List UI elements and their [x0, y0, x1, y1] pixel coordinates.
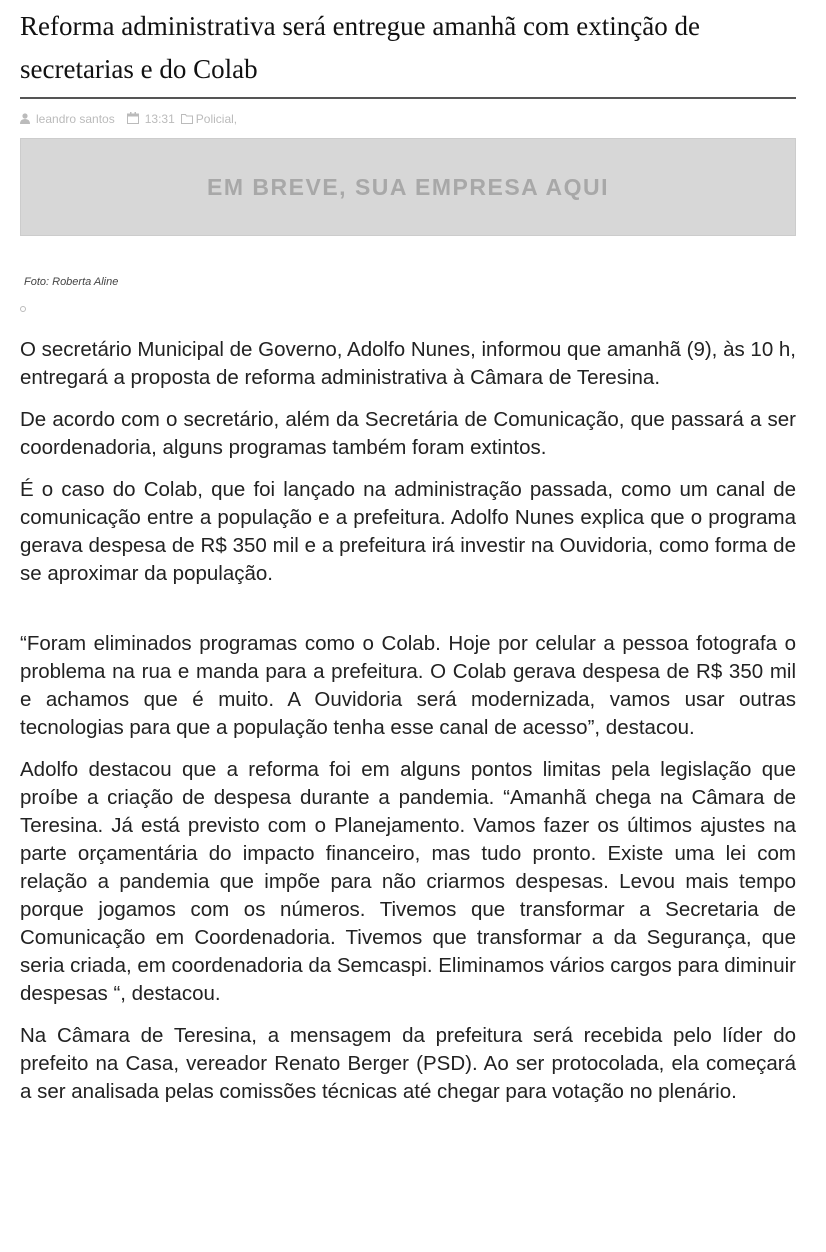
paragraph: É o caso do Colab, que foi lançado na administração passada, como um canal de comunicação entre a população e a prefeitura. Adolfo Nunes explica que o programa gerava despesa de R$ 350 mil e a prefeitura irá investir na Ouvidoria, como forma de se aproximar da população. — [20, 478, 796, 585]
paragraph: De acordo com o secretário, além da Secretária de Comunicação, que passará a ser coordenadoria, alguns programas também foram extintos. — [20, 408, 796, 459]
article-meta — [20, 112, 796, 126]
ad-banner[interactable]: EM BREVE, SUA EMPRESA AQUI — [20, 138, 796, 236]
photo-caption: Foto: Roberta Aline — [24, 276, 119, 288]
paragraph: Na Câmara de Teresina, a mensagem da prefeitura será recebida pelo líder do prefeito na Casa, vereador Renato Berger (PSD). Ao ser protocolada, ela começará a ser analisada pelas comissões técnicas até chegar para votação no plenário. — [20, 1024, 796, 1103]
article-body — [20, 336, 796, 1106]
article-title: Reforma administrativa será entregue amanhã com extinção de secretarias e do Colab — [20, 5, 796, 99]
folder-icon — [181, 112, 193, 126]
post-time: 13:31 — [144, 112, 175, 126]
paragraph: O secretário Municipal de Governo, Adolfo Nunes, informou que amanhã (9), às 10 h, entregará a proposta de reforma administrativa à Câmara de Teresina. — [20, 338, 797, 389]
quote-paragraph: “Foram eliminados programas como o Colab. Hoje por celular a pessoa fotografa o problema na rua e manda para a prefeitura. O Colab gerava despesa de R$ 350 mil e achamos que é muito. A Ouvidoria será modernizada, vamos usar outras tecnologias para que a população tenha esse canal de acesso”, destacou. — [20, 632, 796, 739]
user-icon — [20, 112, 30, 126]
category-link[interactable]: Policial, — [195, 112, 238, 126]
article — [20, 0, 796, 1120]
paragraph: Adolfo destacou que a reforma foi em alguns pontos limitas pela legislação que proíbe a criação de despesa durante a pandemia. “Amanhã chega na Câmara de Teresina. Já está previsto com o Planejamento. Vamos fazer os últimos ajustes na parte orçamentária do impacto financeiro, mas tudo pronto. Existe uma lei com relação a pandemia que impõe para não criarmos despesas. Levou mais tempo porque jogamos com os números. Tivemos que transformar a Secretaria de Comunicação em Coordenadoria. Tivemos que transformar a da Segurança, que seria criada, em coordenadoria da Semcaspi. Eliminamos vários cargos para diminuir despesas “, destacou. — [20, 758, 796, 1005]
calendar-icon — [127, 112, 139, 126]
author-link[interactable]: leandro santos — [36, 112, 115, 126]
image-placeholder-icon — [20, 306, 26, 312]
